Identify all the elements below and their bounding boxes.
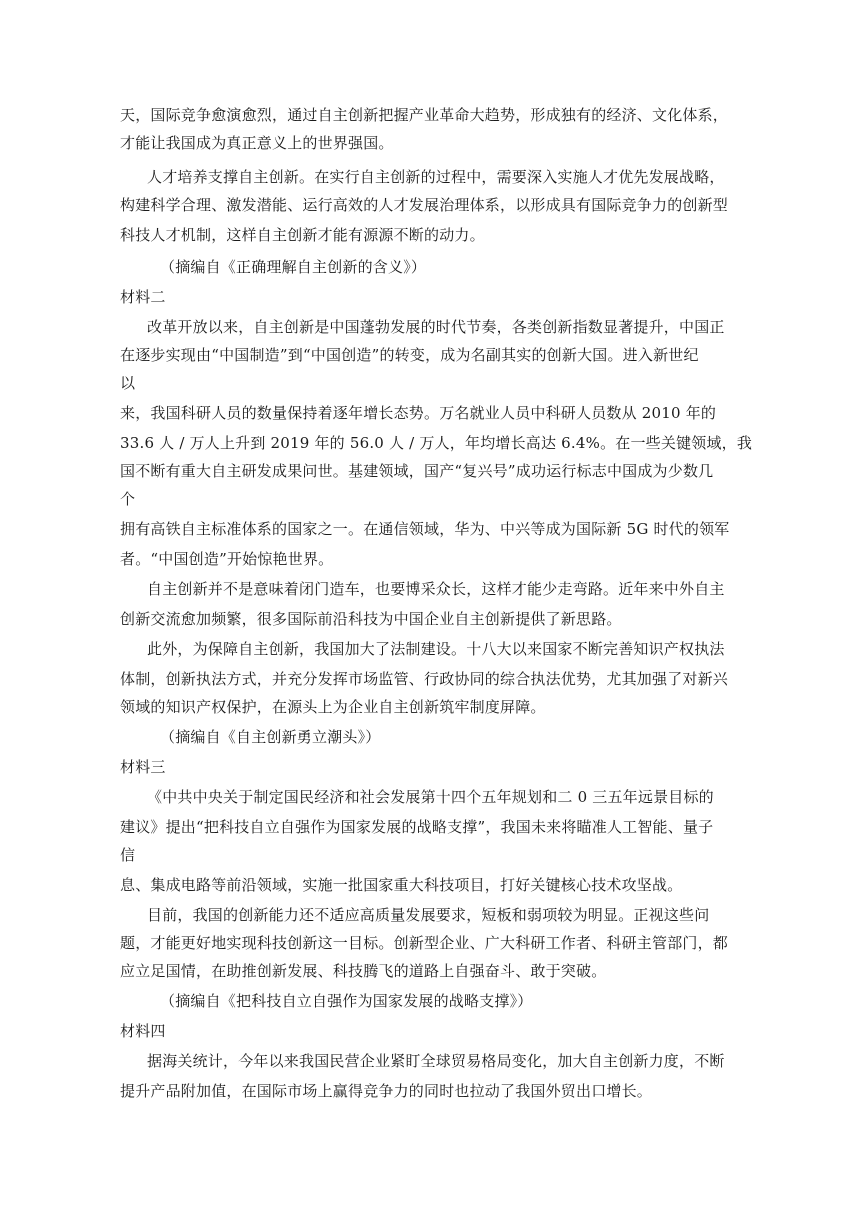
- text-line: 人才培养支撑自主创新。在实行自主创新的过程中，需要深入实施人才优先发展战略，: [147, 168, 725, 186]
- text-line: 者。“中国创造”开始惊艳世界。: [120, 550, 334, 568]
- text-line: 天，国际竞争愈演愈烈，通过自主创新把握产业革命大趋势，形成独有的经济、文化体系，: [120, 106, 729, 124]
- section-heading: 材料二: [120, 288, 166, 306]
- text-line: 建议》提出“把科技自立自强作为国家发展的战略支撑”，我国未来将瞄准人工智能、量子: [120, 818, 714, 836]
- section-heading: 材料三: [120, 758, 166, 776]
- text-line: 个: [120, 490, 136, 508]
- text-line: 目前，我国的创新能力还不适应高质量发展要求，短板和弱项较为明显。正视这些问: [147, 906, 710, 924]
- text-line: 来，我国科研人员的数量保持着逐年增长态势。万名就业人员中科研人员数从 2010 年的: [120, 404, 717, 422]
- text-line: 领域的知识产权保护，在源头上为企业自主创新筑牢制度屏障。: [120, 698, 546, 716]
- text-line: 拥有高铁自主标准体系的国家之一。在通信领域，华为、中兴等成为国际新 5G 时代的领军: [120, 520, 730, 538]
- text-line: 自主创新并不是意味着闭门造车，也要博采众长，这样才能少走弯路。近年来中外自主: [147, 580, 725, 598]
- text-line: 在逐步实现由“中国制造”到“中国创造”的转变，成为名副其实的创新大国。进入新世纪: [120, 346, 699, 364]
- source-citation: （摘编自《正确理解自主创新的含义》）: [160, 258, 427, 276]
- text-line: 应立足国情，在助推创新发展、科技腾飞的道路上自强奋斗、敢于突破。: [120, 962, 607, 980]
- text-line: 提升产品附加值，在国际市场上赢得竞争力的同时也拉动了我国外贸出口增长。: [120, 1082, 653, 1100]
- text-line: 题，才能更好地实现科技创新这一目标。创新型企业、广大科研工作者、科研主管部门，都: [120, 934, 729, 952]
- text-line: 构建科学合理、激发潜能、运行高效的人才发展治理体系，以形成具有国际竞争力的创新型: [120, 196, 729, 214]
- text-line: 此外，为保障自主创新，我国加大了法制建设。十八大以来国家不断完善知识产权执法: [147, 640, 725, 658]
- text-line: 才能让我国成为真正意义上的世界强国。: [120, 134, 394, 152]
- text-line: 信: [120, 846, 136, 864]
- section-heading: 材料四: [120, 1022, 166, 1040]
- text-line: 改革开放以来，自主创新是中国蓬勃发展的时代节奏，各类创新指数显著提升，中国正: [147, 318, 725, 336]
- text-line: 创新交流愈加频繁，很多国际前沿科技为中国企业自主创新提供了新思路。: [120, 610, 622, 628]
- text-line: 以: [120, 374, 136, 392]
- source-citation: （摘编自《把科技自立自强作为国家发展的战略支撑》）: [160, 992, 533, 1010]
- text-line: 息、集成电路等前沿领域，实施一批国家重大科技项目，打好关键核心技术攻坚战。: [120, 876, 683, 894]
- text-line: 科技人才机制，这样自主创新才能有源源不断的动力。: [120, 226, 485, 244]
- text-line: 据海关统计，今年以来我国民营企业紧盯全球贸易格局变化，加大自主创新力度，不断: [147, 1052, 725, 1070]
- text-line: 33.6 人 / 万人上升到 2019 年的 56.0 人 / 万人，年均增长高达 6.4%。在一些关键领域，我: [120, 434, 753, 452]
- text-line: 《中共中央关于制定国民经济和社会发展第十四个五年规划和二 0 三五年远景目标的: [147, 788, 714, 806]
- text-line: 国不断有重大自主研发成果问世。基建领域，国产“复兴号”成功运行标志中国成为少数几: [120, 462, 714, 480]
- source-citation: （摘编自《自主创新勇立潮头》）: [160, 728, 381, 746]
- text-line: 体制，创新执法方式，并充分发挥市场监管、行政协同的综合执法优势，尤其加强了对新兴: [120, 670, 729, 688]
